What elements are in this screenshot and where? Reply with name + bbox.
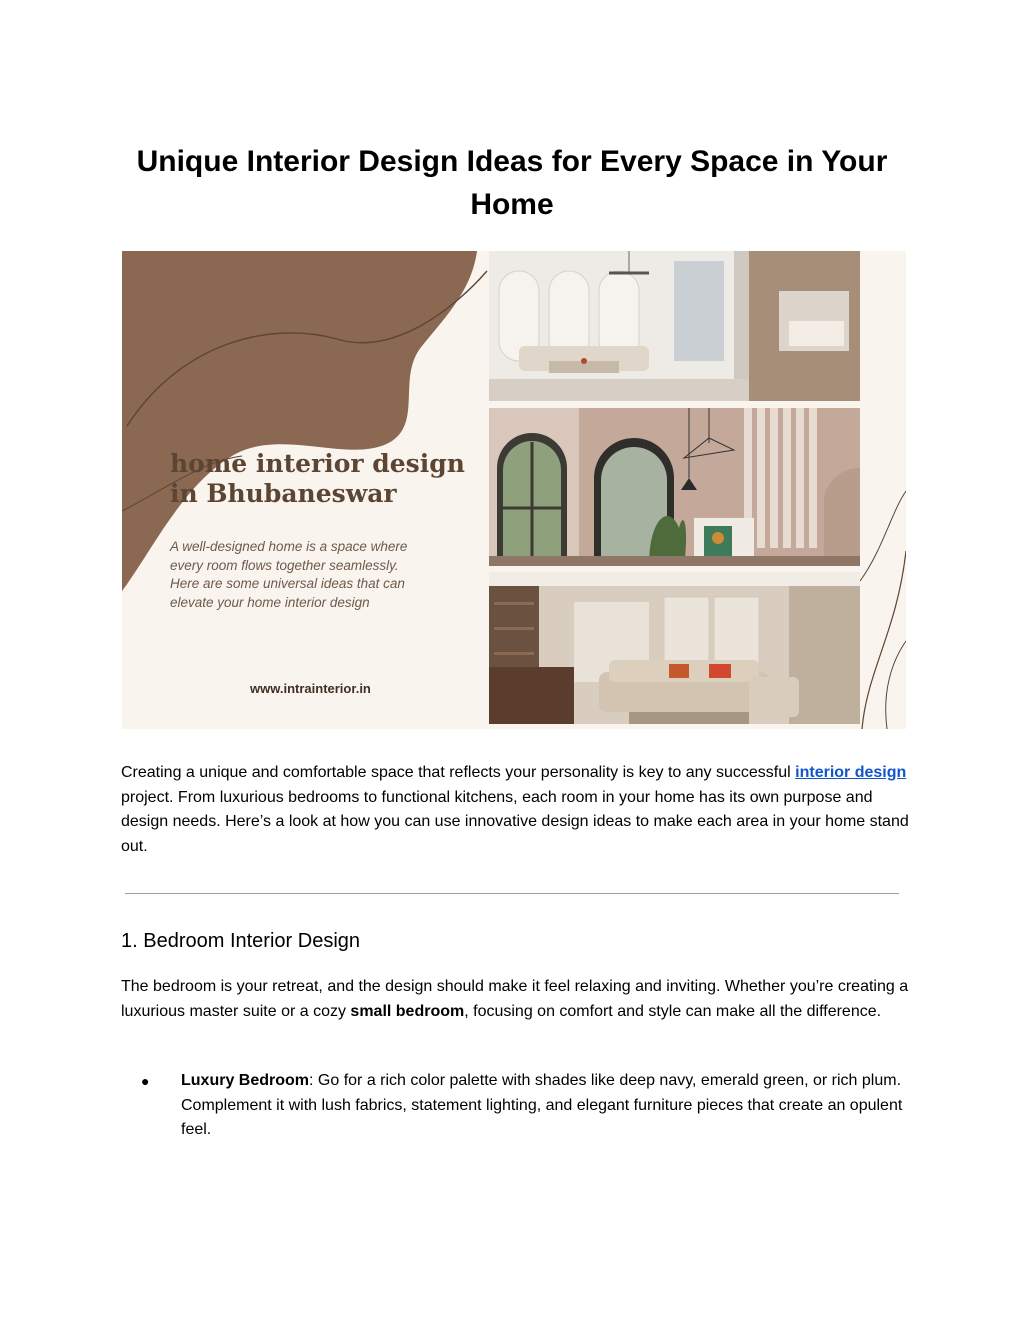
bedroom-text-end: , focusing on comfort and style can make all the difference. (464, 1002, 882, 1020)
bullet-label: Luxury Bedroom (181, 1072, 310, 1089)
intro-paragraph (121, 761, 911, 859)
list-item (181, 1069, 911, 1143)
bedroom-paragraph (121, 975, 911, 1024)
living-room-photo (489, 251, 860, 401)
bedroom-bold-text: small bedroom (350, 1002, 465, 1020)
bullet-text: : Go for a rich color palette with shades like deep navy, emerald green, or rich plum. Complement it with lush fabrics, statement lighting, and elegant furniture pieces that create an opulent feel. (181, 1072, 903, 1138)
bedroom-text-start: The bedroom is your retreat, and the design should make it feel relaxing and inviting. Whether you’re creating a luxurious master suite or a cozy (121, 978, 909, 1020)
lounge-photo (489, 572, 860, 724)
interior-design-link[interactable]: interior design (795, 764, 907, 781)
hero-banner-image (122, 251, 906, 729)
banner-url: www.intrainterior.in (250, 681, 371, 696)
dining-room-photo (489, 408, 860, 566)
section-heading-bedroom: 1. Bedroom Interior Design (121, 930, 361, 952)
horizontal-divider (125, 893, 899, 894)
intro-text-end: project. From luxurious bedrooms to functional kitchens, each room in your home has its own purpose and design needs. Here’s a look at how you can use innovative design ideas to make each area in your home stand out. (121, 788, 909, 855)
page-title: Unique Interior Design Ideas for Every Space in Your Home (136, 145, 888, 221)
bullet-icon: ● (141, 1073, 150, 1089)
banner-description: A well-designed home is a space where every room flows together seamlessly. Here are some universal ideas that can elevate your home interior design (170, 539, 408, 610)
banner-heading: home interior design in Bhubaneswar (170, 449, 465, 508)
intro-text-start: Creating a unique and comfortable space that reflects your personality is key to any successful (121, 764, 796, 781)
